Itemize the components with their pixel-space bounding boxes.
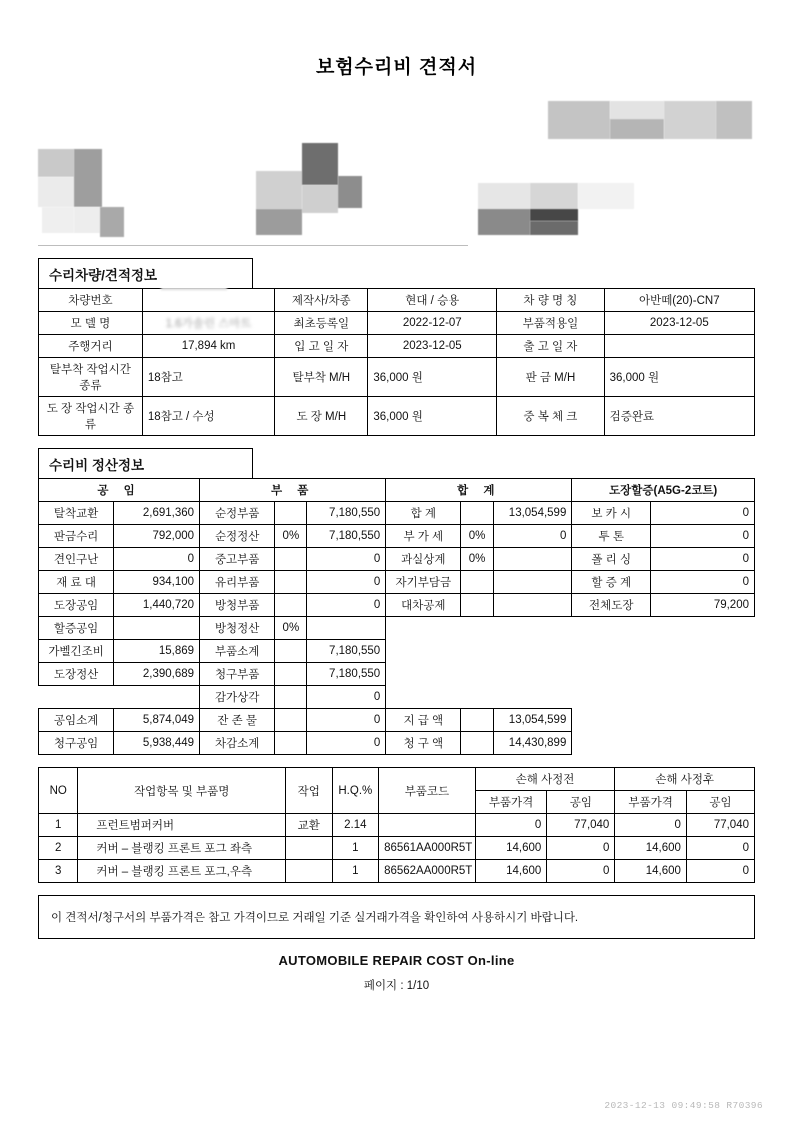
parts-label: 청구부품 [200,663,275,686]
total-label: 자기부담금 [386,571,461,594]
total-label: 청 구 액 [386,732,461,755]
table-row [39,548,755,571]
parts-label: 유리부품 [200,571,275,594]
row-hq: 2.14 [332,814,379,837]
surcharge-value: 79,200 [651,594,755,617]
footer-title: AUTOMOBILE REPAIR COST On-line [278,953,515,968]
total-pct [461,732,493,755]
parts-value: 0 [307,732,386,755]
header-labor: 공 임 [39,479,200,502]
spacer-cell [572,732,651,755]
cost-section-label: 수리비 정산정보 [38,448,253,478]
row-after-price: 14,600 [615,837,687,860]
table-header-row [39,768,755,791]
spacer-cell [493,663,572,686]
cell-value-model: 1.6가솔린 스마트 [142,312,274,335]
total-value: 0 [493,525,572,548]
cell-value: 검증완료 [604,397,754,436]
redaction-block [74,207,100,233]
spacer-cell [493,686,572,709]
cell-value-vehicle-number [142,289,274,312]
redaction-block [610,119,664,139]
surcharge-label: 폴 리 싱 [572,548,651,571]
redaction-block [548,101,610,139]
divider-line [38,245,468,246]
spacer-cell [651,709,755,732]
table-row [39,312,755,335]
cell-label: 중 복 체 크 [497,397,604,436]
header-work: 작업 [286,768,333,814]
redaction-block [302,143,338,185]
labor-value: 15,869 [114,640,200,663]
labor-value: 0 [114,548,200,571]
table-row [39,397,755,436]
page-title: 보험수리비 견적서 [315,57,478,78]
parts-value: 0 [307,548,386,571]
redaction-block [38,149,74,177]
header-hq: H.Q.% [332,768,379,814]
redaction-block [530,209,578,221]
spacer-cell [572,617,651,640]
row-work: 교환 [286,814,333,837]
parts-pct [275,640,307,663]
header-before-assessment: 손해 사정전 [475,768,615,791]
header-part-code: 부품코드 [379,768,476,814]
cell-label: 차 량 명 칭 [497,289,604,312]
total-value: 13,054,599 [493,709,572,732]
redaction-block [664,101,716,139]
labor-value: 2,691,360 [114,502,200,525]
cell-label: 출 고 일 자 [497,335,604,358]
total-label: 과실상계 [386,548,461,571]
row-part-code: 86561AA000R5T [379,837,476,860]
parts-label: 차감소계 [200,732,275,755]
header-after-labor: 공임 [686,791,754,814]
spacer-cell [651,617,755,640]
total-value: 13,054,599 [493,502,572,525]
parts-label: 순정부품 [200,502,275,525]
labor-label: 가벨긴조비 [39,640,114,663]
row-after-labor: 77,040 [686,814,754,837]
total-pct [461,502,493,525]
cell-label: 차량번호 [39,289,143,312]
redaction-block [302,185,338,213]
total-value [493,548,572,571]
parts-label: 부품소계 [200,640,275,663]
cell-label: 모 델 명 [39,312,143,335]
redaction-block [256,171,302,209]
row-work [286,837,333,860]
spacer-cell [461,617,493,640]
row-before-labor: 0 [547,837,615,860]
parts-value: 7,180,550 [307,663,386,686]
total-pct [461,594,493,617]
labor-label: 탈착교환 [39,502,114,525]
labor-label: 도장정산 [39,663,114,686]
table-row [39,814,755,837]
redaction-block [42,207,74,233]
work-items-table [38,767,755,883]
row-before-price: 14,600 [475,860,547,883]
spacer-cell [651,663,755,686]
labor-value: 1,440,720 [114,594,200,617]
table-row [39,837,755,860]
total-pct: 0% [461,525,493,548]
page-number: 페이지 : 1/10 [363,980,430,992]
parts-pct [275,502,307,525]
vehicle-section [38,258,755,436]
header-before-labor: 공임 [547,791,615,814]
table-row [39,594,755,617]
cell-value: 2022-12-07 [368,312,497,335]
header-after-assessment: 손해 사정후 [615,768,755,791]
total-label: 지 급 액 [386,709,461,732]
parts-value [307,617,386,640]
table-row [39,709,755,732]
labor-label: 견인구난 [39,548,114,571]
spacer-cell [461,640,493,663]
total-value [493,594,572,617]
cell-value: 2023-12-05 [368,335,497,358]
spacer-cell [651,640,755,663]
row-no: 1 [39,814,78,837]
redaction-block [530,183,578,209]
total-label: 부 가 세 [386,525,461,548]
cell-value: 36,000 원 [368,397,497,436]
cell-value: 2023-12-05 [604,312,754,335]
labor-value: 5,938,449 [114,732,200,755]
parts-label: 방청부품 [200,594,275,617]
total-pct [461,571,493,594]
table-row [39,860,755,883]
parts-label: 순정정산 [200,525,275,548]
header-after-price: 부품가격 [615,791,687,814]
spacer-cell [572,686,651,709]
cell-label: 부품적용일 [497,312,604,335]
redaction-block [74,149,102,207]
labor-value: 792,000 [114,525,200,548]
parts-pct [275,686,307,709]
row-item-name: 커버 – 블랭킹 프론트 포그,우측 [78,860,286,883]
surcharge-label: 투 톤 [572,525,651,548]
redaction-block [478,183,530,209]
cost-settlement-table [38,478,755,755]
labor-label: 할증공임 [39,617,114,640]
labor-value [114,617,200,640]
spacer-cell [461,663,493,686]
header-before-price: 부품가격 [475,791,547,814]
spacer-cell [386,663,461,686]
spacer-cell [114,686,200,709]
parts-label: 중고부품 [200,548,275,571]
table-row [39,686,755,709]
parts-value: 7,180,550 [307,525,386,548]
redaction-block [716,101,752,139]
redaction-block [100,207,124,237]
parts-pct [275,663,307,686]
table-row [39,358,755,397]
cell-label: 도 장 작업시간 종류 [39,397,143,436]
total-label: 합 계 [386,502,461,525]
cell-label: 도 장 M/H [275,397,368,436]
row-item-name: 프런트범퍼커버 [78,814,286,837]
cost-section [38,448,755,755]
header-item-name: 작업항목 및 부품명 [78,768,286,814]
parts-pct [275,571,307,594]
header-surcharge: 도장할증(A5G-2코트) [572,479,755,502]
table-row [39,640,755,663]
parts-value: 0 [307,571,386,594]
cell-label: 판 금 M/H [497,358,604,397]
table-row [39,571,755,594]
row-part-code: 86562AA000R5T [379,860,476,883]
cell-value: 36,000 원 [368,358,497,397]
row-after-labor: 0 [686,837,754,860]
spacer-cell [39,686,114,709]
row-hq: 1 [332,837,379,860]
cell-value: 18참고 / 수성 [142,397,274,436]
parts-pct: 0% [275,617,307,640]
row-no: 3 [39,860,78,883]
cell-label: 입 고 일 자 [275,335,368,358]
spacer-cell [493,640,572,663]
table-row [39,289,755,312]
header-no: NO [39,768,78,814]
row-after-labor: 0 [686,860,754,883]
surcharge-value: 0 [651,571,755,594]
row-after-price: 14,600 [615,860,687,883]
redaction-block [256,209,302,235]
surcharge-label: 보 카 시 [572,502,651,525]
total-pct: 0% [461,548,493,571]
spacer-cell [493,617,572,640]
parts-value: 7,180,550 [307,640,386,663]
redaction-block [530,221,578,235]
surcharge-label: 할 증 계 [572,571,651,594]
parts-value: 0 [307,709,386,732]
labor-label: 재 료 대 [39,571,114,594]
row-no: 2 [39,837,78,860]
spacer-cell [572,640,651,663]
cell-value: 아반떼(20)-CN7 [604,289,754,312]
spacer-cell [651,686,755,709]
labor-label: 판금수리 [39,525,114,548]
parts-value: 0 [307,594,386,617]
row-before-labor: 0 [547,860,615,883]
row-hq: 1 [332,860,379,883]
vehicle-info-table [38,288,755,436]
table-header-row [39,479,755,502]
cell-label: 탈부착 작업시간 종류 [39,358,143,397]
table-row [39,502,755,525]
row-before-price: 14,600 [475,837,547,860]
spacer-cell [386,640,461,663]
redaction-block [578,183,634,209]
total-value: 14,430,899 [493,732,572,755]
redaction-block [338,176,362,208]
redaction-block [610,101,664,119]
cell-value [604,335,754,358]
table-row [39,663,755,686]
cell-label: 제작사/차종 [275,289,368,312]
row-item-name: 커버 – 블랭킹 프론트 포그 좌측 [78,837,286,860]
labor-label: 공임소계 [39,709,114,732]
labor-label: 도장공임 [39,594,114,617]
parts-value: 7,180,550 [307,502,386,525]
labor-value: 934,100 [114,571,200,594]
cell-value: 18참고 [142,358,274,397]
cell-label: 최초등록일 [275,312,368,335]
header-parts: 부 품 [200,479,386,502]
surcharge-label: 전체도장 [572,594,651,617]
surcharge-value: 0 [651,525,755,548]
vehicle-section-label: 수리차량/견적정보 [38,258,253,288]
cell-value: 17,894 km [142,335,274,358]
row-after-price: 0 [615,814,687,837]
cell-label: 탈부착 M/H [275,358,368,397]
spacer-cell [386,686,461,709]
parts-pct [275,594,307,617]
spacer-cell [651,732,755,755]
row-work [286,860,333,883]
row-before-price: 0 [475,814,547,837]
cell-label: 주행거리 [39,335,143,358]
parts-pct [275,709,307,732]
redacted-header-area [38,101,755,246]
header-total: 합 계 [386,479,572,502]
parts-label: 방청정산 [200,617,275,640]
parts-pct [275,732,307,755]
surcharge-value: 0 [651,548,755,571]
parts-pct: 0% [275,525,307,548]
cell-value: 36,000 원 [604,358,754,397]
labor-label: 청구공임 [39,732,114,755]
spacer-cell [461,686,493,709]
redaction-block [38,177,74,207]
cell-value: 현대 / 승용 [368,289,497,312]
total-label: 대차공제 [386,594,461,617]
table-row [39,335,755,358]
parts-label: 감가상각 [200,686,275,709]
table-row [39,525,755,548]
total-value [493,571,572,594]
spacer-cell [572,709,651,732]
row-before-labor: 77,040 [547,814,615,837]
parts-label: 잔 존 물 [200,709,275,732]
row-part-code [379,814,476,837]
table-row [39,617,755,640]
labor-value: 5,874,049 [114,709,200,732]
labor-value: 2,390,689 [114,663,200,686]
parts-value: 0 [307,686,386,709]
total-pct [461,709,493,732]
redaction-block [478,209,530,235]
surcharge-value: 0 [651,502,755,525]
spacer-cell [386,617,461,640]
spacer-cell [572,663,651,686]
disclaimer-note: 이 견적서/청구서의 부품가격은 참고 가격이므로 거래일 기준 실거래가격을 확인하여 사용하시기 바랍니다. [38,895,755,939]
print-timestamp: 2023-12-13 09:49:58 R70396 [604,1100,763,1111]
table-row [39,732,755,755]
parts-pct [275,548,307,571]
